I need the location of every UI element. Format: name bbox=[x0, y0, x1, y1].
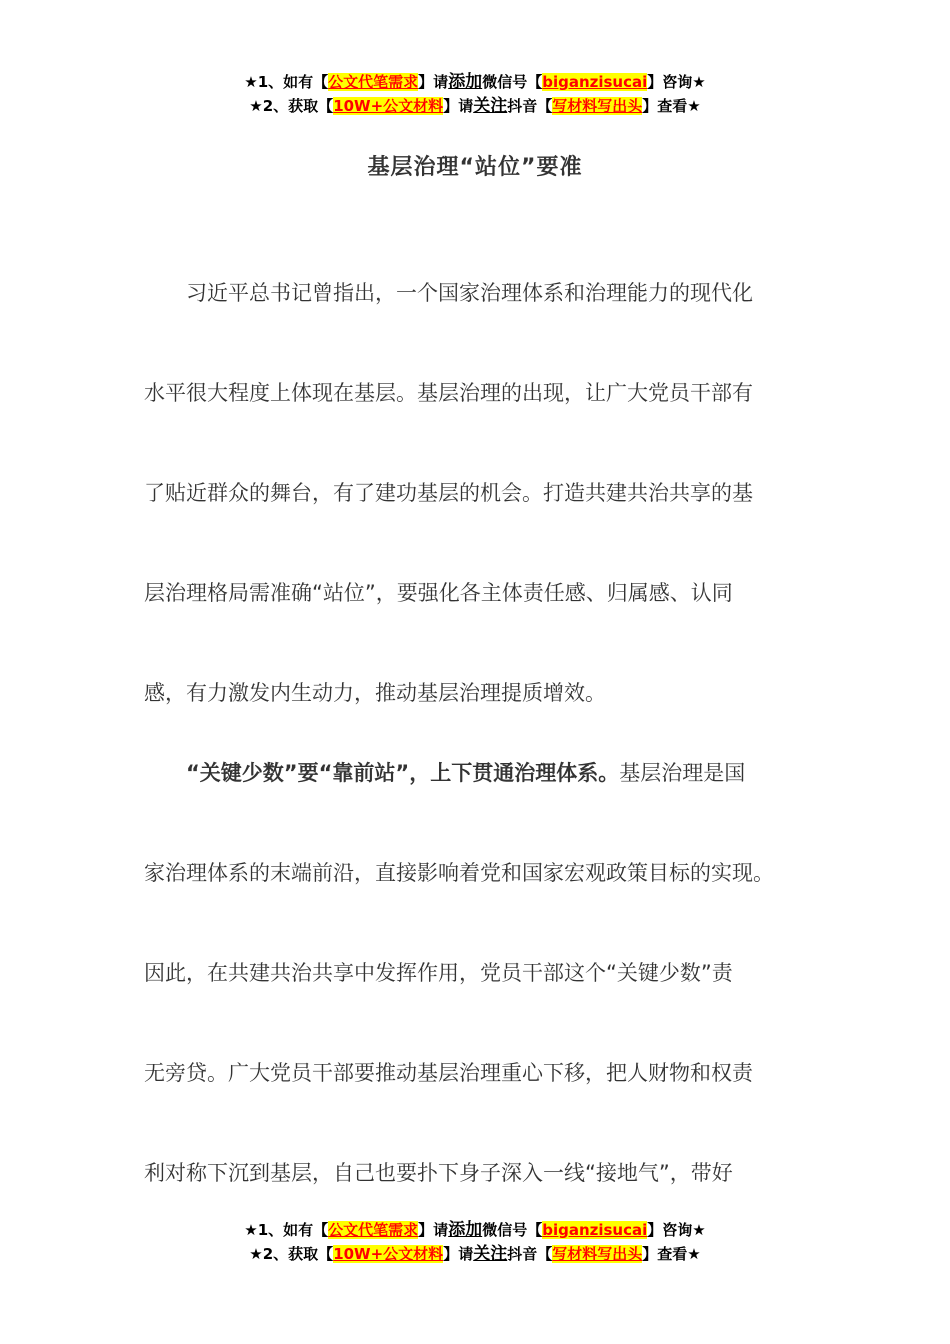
promo-highlight: biganzisucai bbox=[542, 1221, 648, 1239]
paragraph-line: 习近平总书记曾指出，一个国家治理体系和治理能力的现代化 bbox=[186, 281, 753, 305]
promo-highlight: biganzisucai bbox=[542, 73, 648, 91]
promo-text: ★1、如有【 bbox=[244, 73, 329, 91]
paragraph-line: 层治理格局需准确“站位”，要强化各主体责任感、归属感、认同 bbox=[144, 581, 733, 605]
promo-underline: 关注 bbox=[473, 1244, 508, 1264]
section-lead-text: 基层治理是国 bbox=[619, 761, 746, 785]
promo-text: 】咨询★ bbox=[647, 1221, 706, 1239]
promo-text: 】咨询★ bbox=[647, 73, 706, 91]
promo-highlight: 10W+公文材料 bbox=[333, 97, 444, 115]
promo-text: 微信号【 bbox=[482, 1221, 543, 1239]
promo-text: 】查看★ bbox=[642, 1245, 701, 1263]
paragraph-line: 了贴近群众的舞台，有了建功基层的机会。打造共建共治共享的基 bbox=[144, 481, 753, 505]
promo-underline: 添加 bbox=[448, 72, 483, 92]
paragraph-line: 因此，在共建共治共享中发挥作用，党员干部这个“关键少数”责 bbox=[144, 961, 733, 985]
section-lead-line bbox=[144, 723, 824, 823]
paragraph-line: 家治理体系的末端前沿，直接影响着党和国家宏观政策目标的实现。 bbox=[144, 861, 774, 885]
promo-line-1 bbox=[0, 1218, 950, 1242]
promo-text: 】请 bbox=[443, 97, 474, 115]
promo-text: 】查看★ bbox=[642, 97, 701, 115]
promo-highlight: 公文代笔需求 bbox=[328, 1221, 419, 1239]
promo-text: 抖音【 bbox=[507, 1245, 553, 1263]
promo-underline: 添加 bbox=[448, 1220, 483, 1240]
section-heading: “关键少数”要“靠前站”，上下贯通治理体系。 bbox=[186, 761, 620, 785]
promo-highlight: 公文代笔需求 bbox=[328, 73, 419, 91]
promo-line-2 bbox=[0, 94, 950, 118]
promo-line-2 bbox=[0, 1242, 950, 1266]
document-body bbox=[144, 243, 824, 1223]
promo-text: ★1、如有【 bbox=[244, 1221, 329, 1239]
promo-highlight: 写材料写出头 bbox=[552, 97, 643, 115]
promo-text: ★2、获取【 bbox=[249, 1245, 334, 1263]
promo-underline: 关注 bbox=[473, 96, 508, 116]
promo-highlight: 10W+公文材料 bbox=[333, 1245, 444, 1263]
document-title: 基层治理“站位”要准 bbox=[367, 155, 583, 180]
paragraph-line: 无旁贷。广大党员干部要推动基层治理重心下移，把人财物和权责 bbox=[144, 1061, 753, 1085]
paragraph-line: 水平很大程度上体现在基层。基层治理的出现，让广大党员干部有 bbox=[144, 381, 753, 405]
promo-text: 】请 bbox=[443, 1245, 474, 1263]
promo-text: 】请 bbox=[418, 73, 449, 91]
promo-highlight: 写材料写出头 bbox=[552, 1245, 643, 1263]
promo-text: ★2、获取【 bbox=[249, 97, 334, 115]
footer-promo bbox=[0, 1218, 950, 1266]
promo-line-1 bbox=[0, 70, 950, 94]
promo-text: 微信号【 bbox=[482, 73, 543, 91]
header-promo bbox=[0, 70, 950, 118]
paragraph-line: 利对称下沉到基层，自己也要扑下身子深入一线“接地气”，带好 bbox=[144, 1161, 733, 1185]
promo-text: 】请 bbox=[418, 1221, 449, 1239]
paragraph-line: 感，有力激发内生动力，推动基层治理提质增效。 bbox=[144, 681, 606, 705]
promo-text: 抖音【 bbox=[507, 97, 553, 115]
